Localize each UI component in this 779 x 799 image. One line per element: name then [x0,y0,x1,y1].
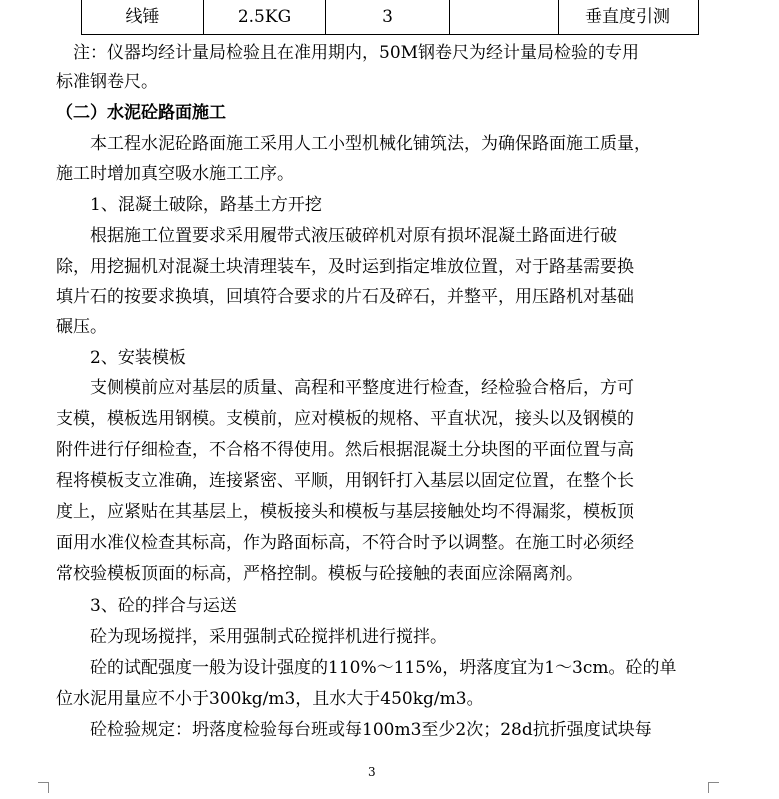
paragraph-line: 施工时增加真空吸水施工工序。 [56,164,294,184]
subheading: 1、混凝土破除，路基土方开挖 [56,195,322,215]
paragraph-line: 填片石的按要求换填，回填符合要求的片石及碎石，并整平，用压路机对基础 [56,287,634,307]
paragraph-line: 程将模板支立准确，连接紧密、平顺，用钢钎打入基层以固定位置，在整个长 [56,471,634,491]
table-cell: 线锤 [82,0,204,34]
paragraph-line: 本工程水泥砼路面施工采用人工小型机械化铺筑法，为确保路面施工质量， [56,134,651,154]
paragraph-line: 支侧模前应对基层的质量、高程和平整度进行检查，经检验合格后，方可 [56,378,634,398]
paragraph-line: 砼的试配强度一般为设计强度的110%～115%，坍落度宜为1～3cm。砼的单 [56,658,677,678]
paragraph-line: 除，用挖掘机对混凝土块清理装车，及时运到指定堆放位置，对于路基需要换 [56,257,634,277]
table-cell: 2.5KG [204,0,326,34]
paragraph-line: 位水泥用量应不小于300kg/m3，且水大于450kg/m3。 [56,689,484,709]
margin-corner-mark [708,782,719,793]
paragraph-line: 砼为现场搅拌，采用强制式砼搅拌机进行搅拌。 [56,627,447,647]
paragraph-line: 附件进行仔细检查，不合格不得使用。然后根据混凝土分块图的平面位置与高 [56,440,634,460]
table-cell: 3 [326,0,450,34]
paragraph-line: 砼检验规定：坍落度检验每台班或每100m3至少2次；28d抗折强度试块每 [56,720,652,740]
page-number: 3 [368,765,376,779]
subheading: 2、安装模板 [56,348,186,368]
paragraph-line: 根据施工位置要求采用履带式液压破碎机对原有损坏混凝土路面进行破 [56,226,617,246]
paragraph-line: 碾压。 [56,317,107,337]
note-line: 标准钢卷尺。 [56,72,158,92]
paragraph-line: 度上，应紧贴在其基层上，模板接头和模板与基层接触处均不得漏浆，模板顶 [56,502,634,522]
paragraph-line: 支模，模板选用钢模。支模前，应对模板的规格、平直状况，接头以及钢模的 [56,409,634,429]
note-line: 注：仪器均经计量局检验且在准用期内，50M钢卷尺为经计量局检验的专用 [56,43,640,63]
paragraph-line: 常校验模板顶面的标高，严格控制。模板与砼接触的表面应涂隔离剂。 [56,564,583,584]
paragraph-line: 面用水准仪检查其标高，作为路面标高，不符合时予以调整。在施工时必须经 [56,533,634,553]
table-cell: 垂直度引测 [585,7,670,27]
table-cell [450,0,559,34]
section-heading: （二）水泥砼路面施工 [56,103,226,123]
margin-corner-mark [38,782,49,793]
subheading: 3、砼的拌合与运送 [56,596,237,616]
table-row [81,0,699,35]
